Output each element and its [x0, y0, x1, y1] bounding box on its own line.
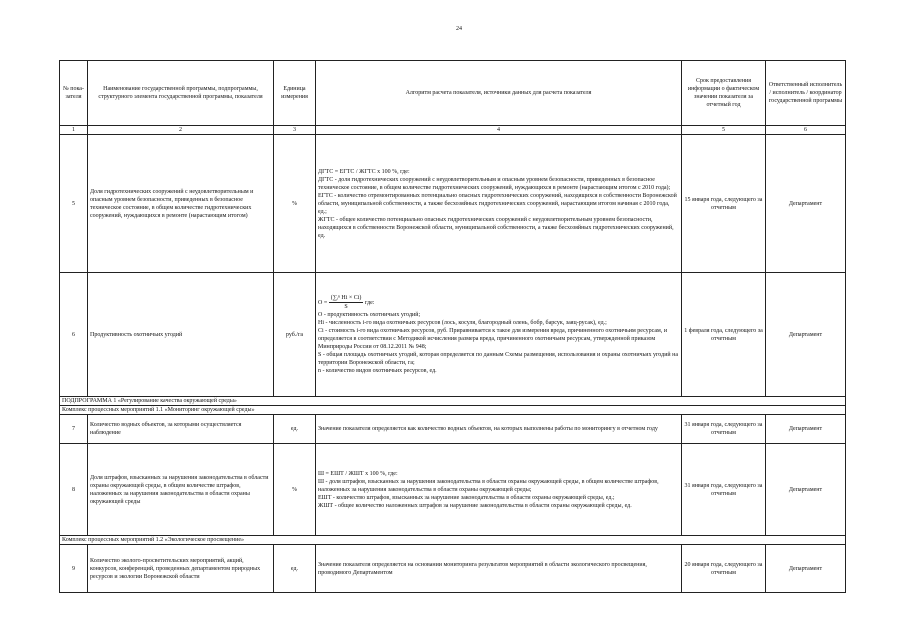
- indicator-unit: ед.: [274, 415, 316, 444]
- indicator-name: Доля гидротехнических сооружений с неудовлетворительным и опасным уровнем безопасности, приведенных в безопасное техническое состояние, в общем количестве гидротехнических сооружений, нуждающихся в ремонте (нарастающим итогом): [88, 135, 274, 273]
- report-term: 1 февраля года, следующего за отчетным: [682, 273, 766, 397]
- indicator-name: Количество водных объектов, за которыми осуществляется наблюдение: [88, 415, 274, 444]
- col-number-3: 3: [274, 126, 316, 135]
- indicator-table: [59, 60, 846, 593]
- algorithm-line: ДГТС = ЕГТС / ЖГТС х 100 %, где:: [318, 168, 410, 175]
- responsible-executor: Департамент: [766, 135, 846, 273]
- header-col-responsible: Ответственный исполнитель / исполнитель / координатор государственной программы: [766, 61, 846, 126]
- subprogram-title: ПОДПРОГРАММА 1 «Регулирование качества окружающей среды»: [60, 397, 846, 406]
- col-number-1: 1: [60, 126, 88, 135]
- indicator-name: Количество эколого-просветительских мероприятий, акций, конкурсов, конференций, проведенных департаментом природных ресурсов и экологии Воронежской области: [88, 545, 274, 593]
- indicator-unit: ед.: [274, 545, 316, 593]
- calculation-algorithm: [316, 273, 682, 397]
- report-term: 20 января года, следующего за отчетным: [682, 545, 766, 593]
- indicator-unit: руб./га: [274, 273, 316, 397]
- algorithm-line: ЕШТ - количество штрафов, взысканных за нарушение законодательства в области охраны окружающей среды, ед.;: [318, 494, 615, 501]
- row-number: 8: [60, 444, 88, 536]
- table-row: [60, 444, 846, 536]
- header-col-name: Наименование государственной программы, подпрограммы, структурного элемента государственной программы, показателя: [88, 61, 274, 126]
- formula-denominator: S: [344, 304, 348, 310]
- calculation-algorithm: [316, 444, 682, 536]
- indicator-unit: %: [274, 135, 316, 273]
- col-number-6: 6: [766, 126, 846, 135]
- indicator-name: Продуктивность охотничьих угодий: [88, 273, 274, 397]
- page-number: 24: [456, 26, 462, 32]
- calculation-algorithm: Значение показателя определяется как количество водных объектов, на которых выполнены работы по мониторингу в отчетном году: [316, 415, 682, 444]
- col-number-4: 4: [316, 126, 682, 135]
- column-numbers-row: [60, 126, 846, 135]
- algorithm-line: Hi - численность i-го вида охотничьих ресурсов (лось, косуля, благородный олень, бобр, барсук, заяц-русак), ед.;: [318, 320, 607, 326]
- formula-numerator: (∑ᵢⁿ Hi × Ci): [330, 295, 362, 301]
- row-number: 5: [60, 135, 88, 273]
- algorithm-line: Ш - доля штрафов, взысканных за нарушения законодательства в области охраны окружающей среды, в общем количестве штрафов, наложенных за нарушения законодательства в области охраны окружающей среды;: [318, 478, 659, 493]
- algorithm-line: Ш = ЕШТ / ЖШТ х 100 %, где:: [318, 470, 398, 477]
- algorithm-line: ЖШТ - общее количество наложенных штрафов за нарушение законодательства в области охраны окружающей среды, ед.: [318, 502, 632, 509]
- header-col-number: № пока-зателя: [60, 61, 88, 126]
- table-row: [60, 415, 846, 444]
- row-number: 6: [60, 273, 88, 397]
- section-row: [60, 406, 846, 415]
- table-row: [60, 135, 846, 273]
- indicator-name: Доля штрафов, взысканных за нарушения законодательства в области охраны окружающей среды, в общем количестве штрафов, наложенных за нарушения законодательства в области охраны окружающей среды: [88, 444, 274, 536]
- responsible-executor: Департамент: [766, 545, 846, 593]
- header-col-term: Срок предоставления информации о фактическом значении показателя за отчетный год: [682, 61, 766, 126]
- formula: [318, 294, 679, 311]
- indicator-unit: %: [274, 444, 316, 536]
- algorithm-line: Ci - стоимость i-го вида охотничьих ресурсов, руб. Приравнивается к такое для измерения вреда, причиненного охотничьим ресурсам, и определяется в соответствии с Методикой исчисления размера вреда, причиненного охотничьим ресурсам, утвержденной приказом Минприроды России от 08.12.2011 № 948;: [318, 328, 668, 350]
- col-number-5: 5: [682, 126, 766, 135]
- complex-title: Комплекс процессных мероприятий 1.2 «Экологическое просвещение»: [60, 536, 846, 545]
- formula-tail: где:: [364, 299, 375, 306]
- report-term: 15 января года, следующего за отчетным: [682, 135, 766, 273]
- algorithm-line: n - количество видов охотничьих ресурсов, ед.: [318, 368, 437, 374]
- header-col-unit: Единица измерения: [274, 61, 316, 126]
- table-row: [60, 273, 846, 397]
- section-row: [60, 397, 846, 406]
- section-row: [60, 536, 846, 545]
- col-number-2: 2: [88, 126, 274, 135]
- formula-lhs: O =: [318, 299, 328, 306]
- responsible-executor: Департамент: [766, 415, 846, 444]
- table-header-row: [60, 61, 846, 126]
- report-term: 31 января года, следующего за отчетным: [682, 444, 766, 536]
- complex-title: Комплекс процессных мероприятий 1.1 «Мониторинг окружающей среды»: [60, 406, 846, 415]
- algorithm-line: О - продуктивность охотничьих угодий;: [318, 312, 421, 318]
- report-term: 31 января года, следующего за отчетным: [682, 415, 766, 444]
- calculation-algorithm: Значение показателя определяется на основании мониторинга результатов мероприятий в области экологического просвещения, проводимого Департаментом: [316, 545, 682, 593]
- algorithm-line: ЕГТС - количество отремонтированных потенциально опасных гидротехнических сооружений, находящихся в собственности Воронежской области, муниципальной собственности, а также бесхозяйных гидротехнических сооружений, нарастающим итогом начиная с 2010 года, ед.;: [318, 192, 677, 215]
- calculation-algorithm: [316, 135, 682, 273]
- row-number: 7: [60, 415, 88, 444]
- responsible-executor: Департамент: [766, 273, 846, 397]
- formula-fraction: [329, 294, 364, 311]
- algorithm-line: ДГТС - доля гидротехнических сооружений с неудовлетворительным и опасным уровнем безопасности, приведенных в безопасное техническое состояние, в общем количестве гидротехнических сооружений, нуждающихся в ремонте (нарастающим итогом с 2010 года);: [318, 176, 671, 191]
- header-col-algorithm: Алгоритм расчета показателя, источники данных для расчета показателя: [316, 61, 682, 126]
- algorithm-line: ЖГТС - общее количество потенциально опасных гидротехнических сооружений с неудовлетворительным уровнем безопасности, находящихся в собственности Воронежской области, муниципальной собственности, а также бесхозяйных гидротехнических сооружений, ед.: [318, 216, 674, 239]
- algorithm-line: S - общая площадь охотничьих угодий, которая определяется по данным Схемы размещения, использования и охраны охотничьих угодий на территории Воронежской области, га;: [318, 352, 678, 366]
- table-row: [60, 545, 846, 593]
- responsible-executor: Департамент: [766, 444, 846, 536]
- row-number: 9: [60, 545, 88, 593]
